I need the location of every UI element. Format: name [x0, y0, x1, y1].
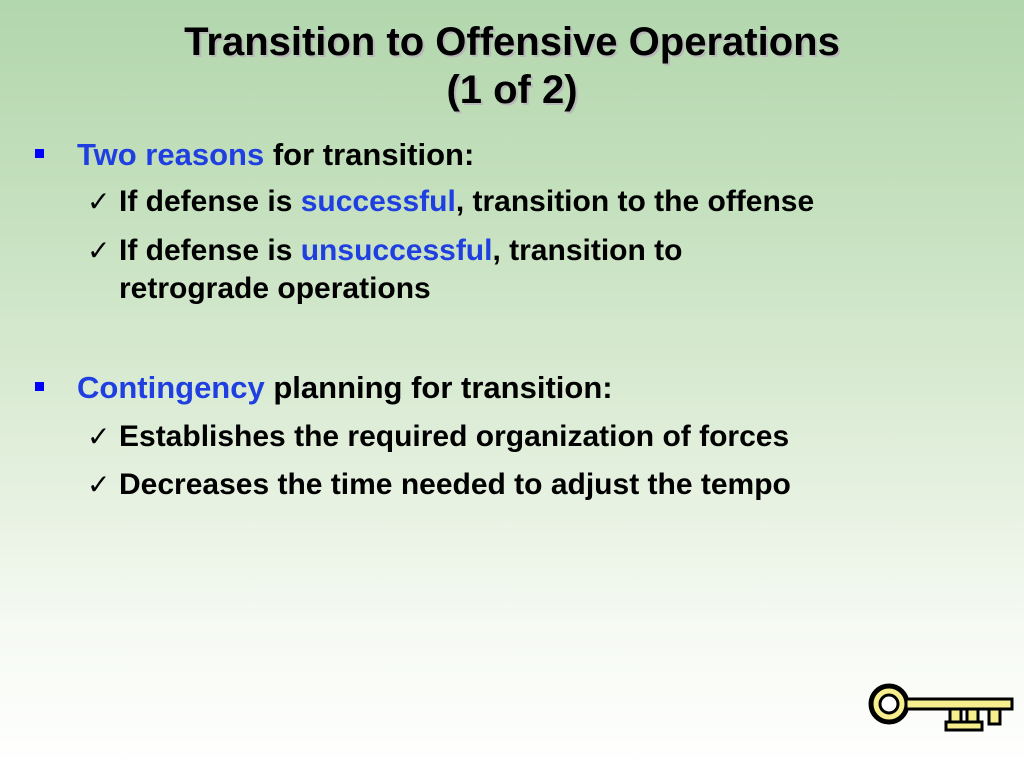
square-bullet-icon: [35, 382, 44, 391]
sub-bullet-text: Establishes the required organization of forces: [119, 420, 790, 453]
sub-bullet-highlight: unsuccessful: [300, 234, 493, 267]
sub-bullet-text: If defense is: [119, 185, 301, 218]
sub-bullet-text-continued: retrograde operations: [119, 272, 431, 305]
bullet-contingency: [77, 370, 613, 406]
check-mark-icon: ✓: [87, 234, 111, 267]
slide-title-line-1: Transition to Offensive Operations: [184, 20, 840, 64]
bullet-highlight: Contingency: [77, 370, 265, 405]
sub-bullet-successful: [87, 183, 815, 221]
bullet-text: for transition:: [264, 137, 475, 172]
sub-bullet-text: , transition to: [492, 234, 683, 267]
sub-bullet-decreases: [87, 466, 791, 504]
sub-bullet-text: If defense is: [119, 234, 301, 267]
bullet-text: planning for transition:: [264, 370, 613, 405]
sub-bullet-text: Decreases the time needed to adjust the tempo: [119, 468, 791, 501]
sub-bullet-establishes: [87, 418, 790, 456]
bullet-highlight: Two reasons: [77, 137, 265, 172]
bullet-two-reasons: [77, 137, 474, 173]
sub-bullet-unsuccessful: [87, 232, 683, 308]
check-mark-icon: ✓: [87, 420, 111, 453]
sub-bullet-text: , transition to the offense: [455, 185, 815, 218]
check-mark-icon: ✓: [87, 468, 111, 501]
check-mark-icon: ✓: [87, 185, 111, 218]
sub-bullet-highlight: successful: [300, 185, 456, 218]
square-bullet-icon: [35, 149, 44, 158]
slide-title-line-2: (1 of 2): [446, 68, 578, 112]
key-icon: [866, 680, 1016, 740]
